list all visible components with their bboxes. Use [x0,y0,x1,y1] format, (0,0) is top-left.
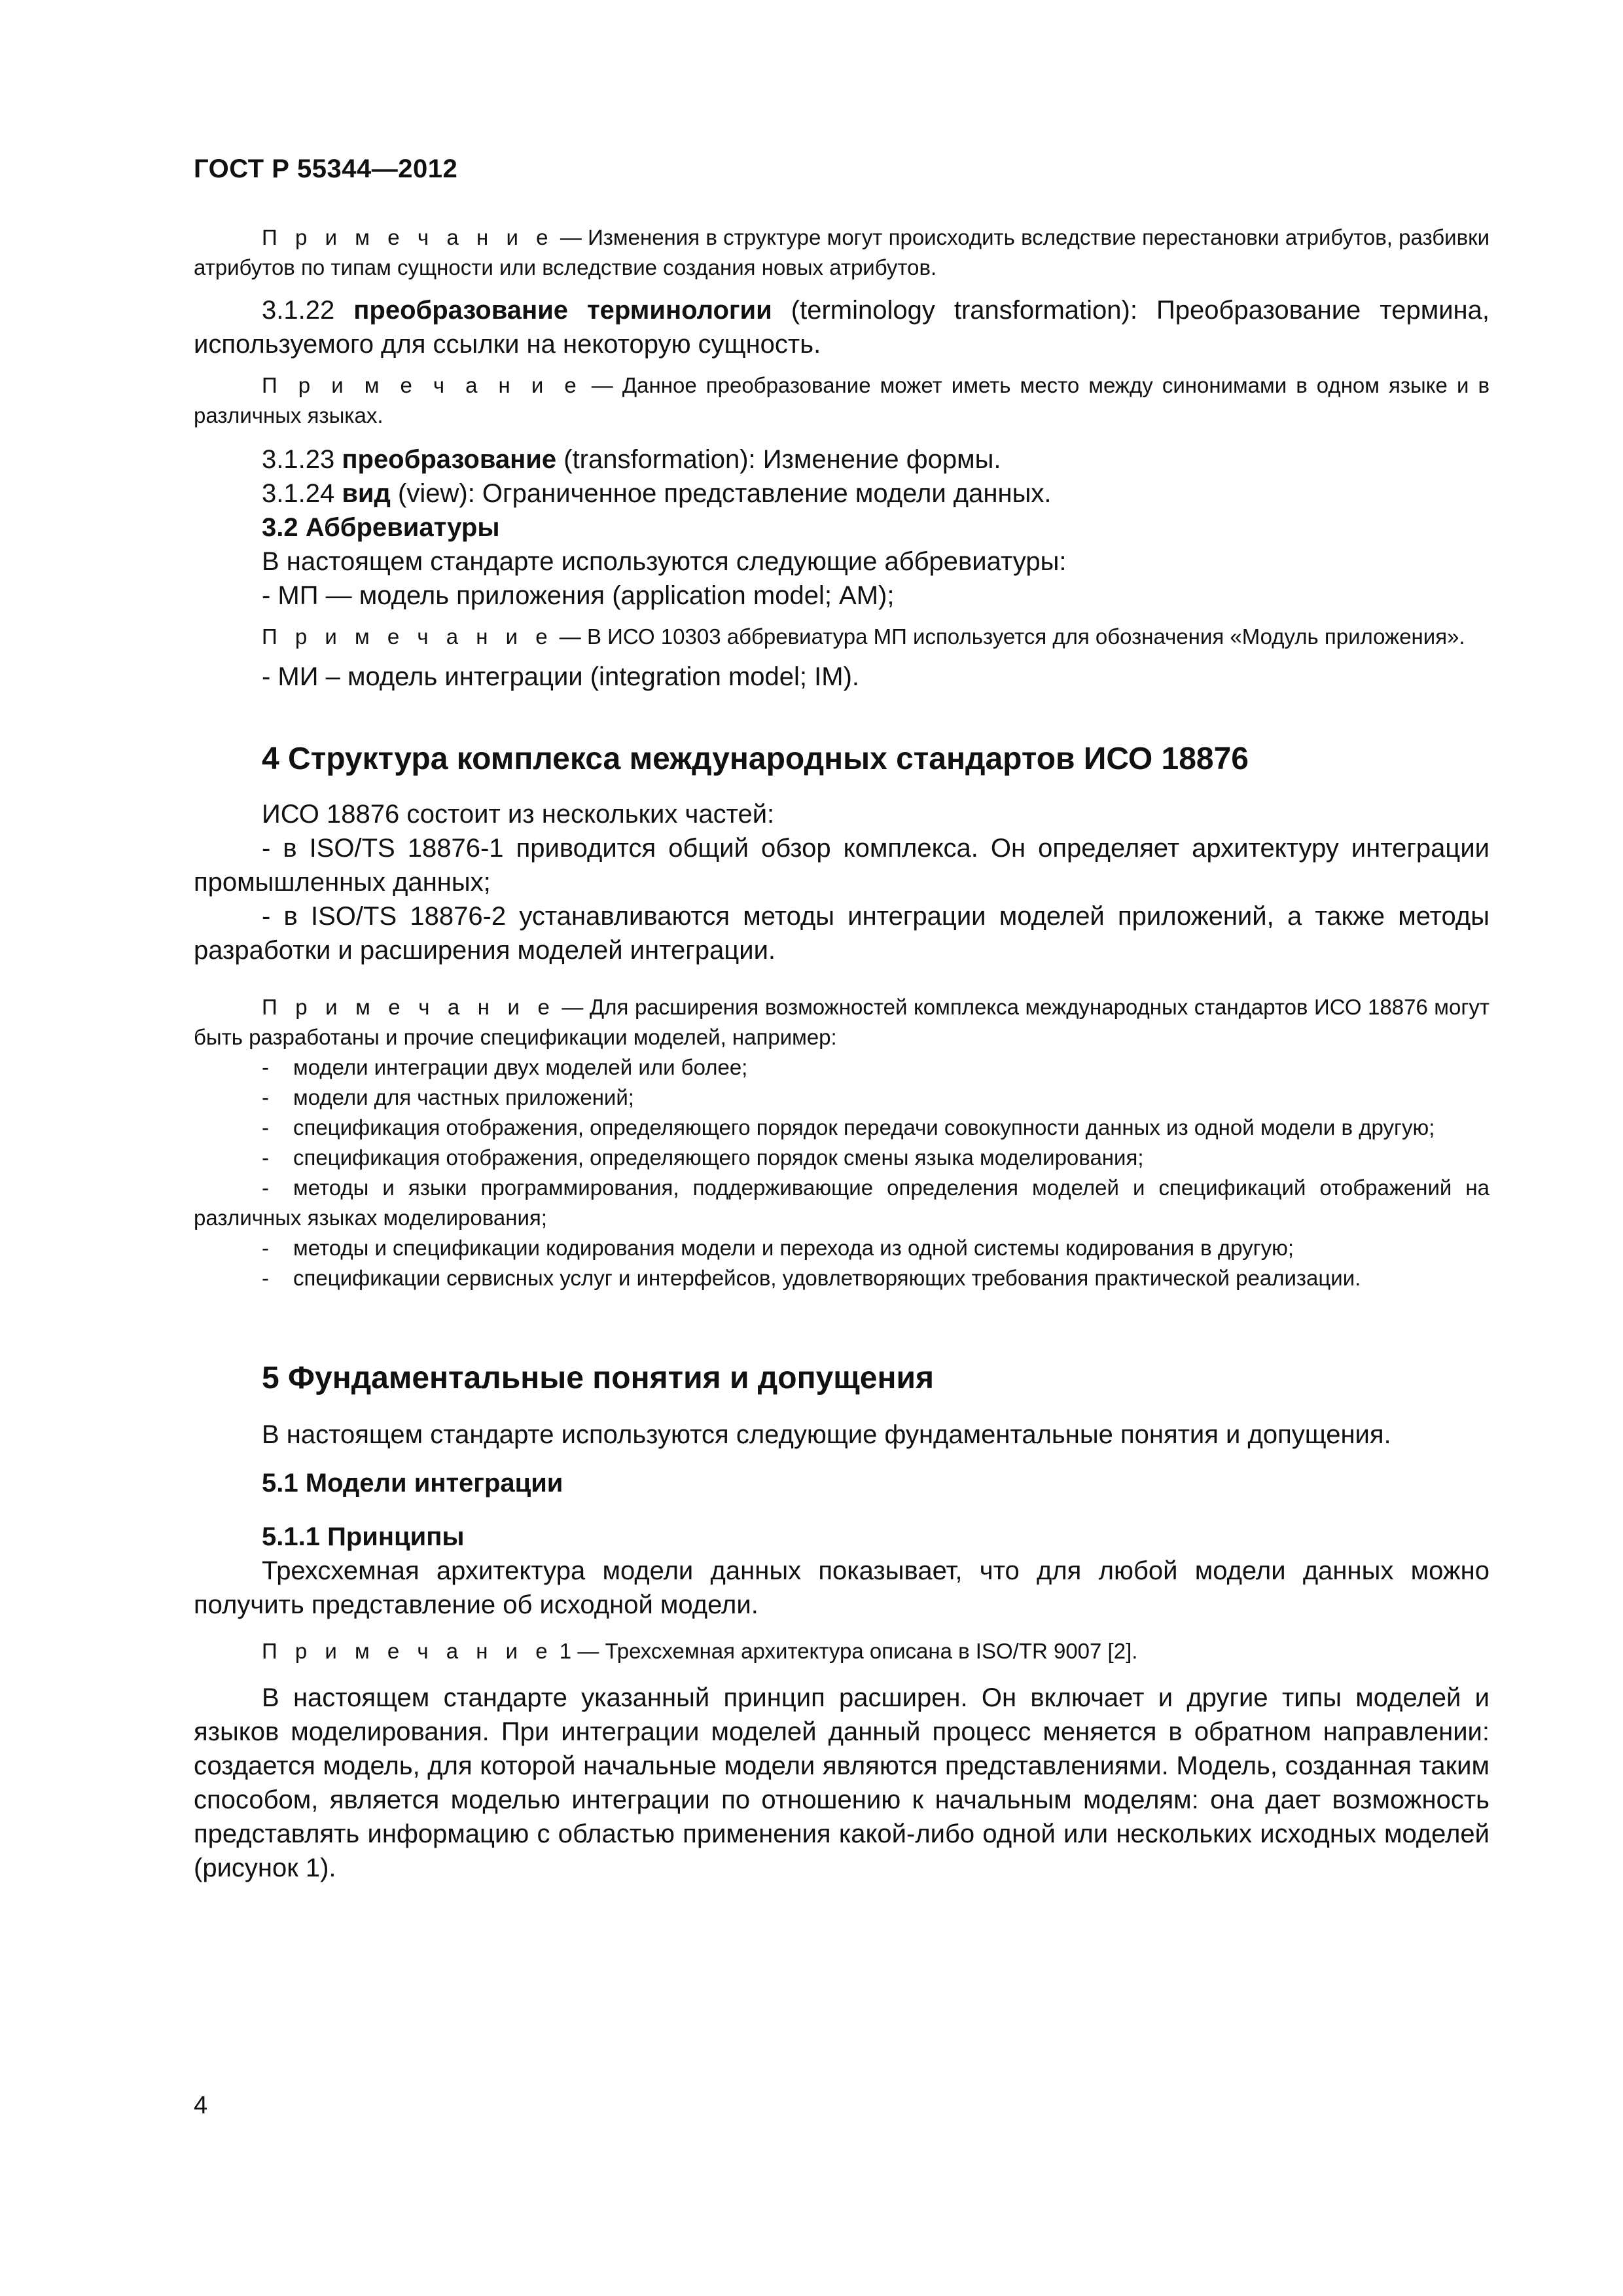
section-5-1-1-title: 5.1.1 Принципы [262,1522,465,1551]
note-label: П р и м е ч а н и е [262,995,556,1019]
note-structure-changes [194,223,1489,283]
page-content [194,220,1489,1885]
abbrev-mp: - МП — модель приложения (application model; АМ); [262,581,895,610]
term-name: вид [342,479,391,508]
note-text: — Для расширения возможностей комплекса международных стандартов ИСО 18876 могут быть разработаны и прочие спецификации моделей, например: [194,995,1489,1049]
list-item: - спецификация отображения, определяющего порядок смены языка моделирования; [262,1145,1144,1170]
note-text: — Изменения в структуре могут происходить вследствие перестановки атрибутов, разбивки атрибутов по типам сущности или вследствие создания новых атрибутов. [194,225,1490,279]
term-definition: (transformation): Изменение формы. [563,445,1001,474]
list-item: - методы и спецификации кодирования модели и перехода из одной системы кодирования в другую; [262,1236,1294,1260]
term-definition: (terminology transformation): Преобразование термина, используемого для ссылки на некоторую сущность. [194,296,1489,359]
principles-paragraph-2: В настоящем стандарте указанный принцип расширен. Он включает и другие типы моделей и языков моделирования. При интеграции моделей данный процесс меняется в обратном направлении: создается модель, для которой начальные модели являются представлениями. Модель, созданная таким способом, является моделью интеграции по отношению к начальным моделям: она дает возможность представлять информацию с областью применения какой-либо одной или нескольких исходных моделей (рисунок 1). [194,1683,1489,1882]
term-number: 3.1.23 [262,445,335,474]
term-name: преобразование [342,445,557,474]
term-number: 3.1.22 [262,296,335,325]
section-4-title: 4 Структура комплекса международных стандартов ИСО 18876 [262,742,1249,776]
page-number: 4 [194,2092,208,2119]
note-iso10303 [194,622,1489,652]
section-4-part2: - в ISO/TS 18876-2 устанавливаются методы интеграции моделей приложений, а также методы разработки и расширения моделей интеграции. [194,902,1489,965]
note-label: П р и м е ч а н и е [262,1639,554,1663]
note-terminology [194,370,1489,431]
abbrev-intro: В настоящем стандарте используются следующие аббревиатуры: [262,547,1067,576]
term-number: 3.1.24 [262,479,335,508]
list-item: - спецификации сервисных услуг и интерфейсов, удовлетворяющих требования практической реализации. [262,1266,1361,1290]
list-item: - модели интеграции двух моделей или более; [262,1055,748,1079]
note-text: — Данное преобразование может иметь место между синонимами в одном языке и в различных языках. [194,373,1489,427]
list-item: - спецификация отображения, определяющего порядок передачи совокупности данных из одной модели в другую; [262,1115,1435,1139]
abbrev-mi: - МИ – модель интеграции (integration model; IM). [262,662,860,691]
note-three-schema [194,1636,1489,1666]
term-name: преобразование терминологии [353,296,772,325]
section-4-intro: ИСО 18876 состоит из нескольких частей: [262,800,775,829]
note-label: П р и м е ч а н и е [262,624,554,649]
spec-list [194,1052,1489,1293]
term-3-1-24 [194,476,1489,511]
section-5-intro: В настоящем стандарте используются следующие фундаментальные понятия и допущения. [262,1420,1391,1449]
standard-header: ГОСТ Р 55344—2012 [194,154,458,183]
note-iso18876 [194,992,1489,1052]
note-text: — В ИСО 10303 аббревиатура МП используется для обозначения «Модуль приложения». [559,624,1465,649]
term-3-1-23 [194,442,1489,476]
section-5-title: 5 Фундаментальные понятия и допущения [262,1361,934,1395]
note-label: П р и м е ч а н и е [262,225,554,249]
principles-paragraph-1: Трехсхемная архитектура модели данных показывает, что для любой модели данных можно получить представление об исходной модели. [194,1556,1489,1619]
list-item: - модели для частных приложений; [262,1085,634,1109]
list-item: - методы и языки программирования, поддерживающие определения моделей и спецификаций отображений на различных языках моделирования; [194,1175,1489,1230]
section-5-1-title: 5.1 Модели интеграции [262,1469,563,1498]
term-3-1-22 [194,293,1489,361]
section-3-2-title: 3.2 Аббревиатуры [262,513,500,542]
section-4-part1: - в ISO/TS 18876-1 приводится общий обзор комплекса. Он определяет архитектуру интеграции промышленных данных; [194,834,1489,897]
note-label: П р и м е ч а н и е [262,373,582,397]
note-text: 1 — Трехсхемная архитектура описана в ISO/TR 9007 [2]. [559,1639,1138,1663]
term-definition: (view): Ограниченное представление модели данных. [398,479,1052,508]
